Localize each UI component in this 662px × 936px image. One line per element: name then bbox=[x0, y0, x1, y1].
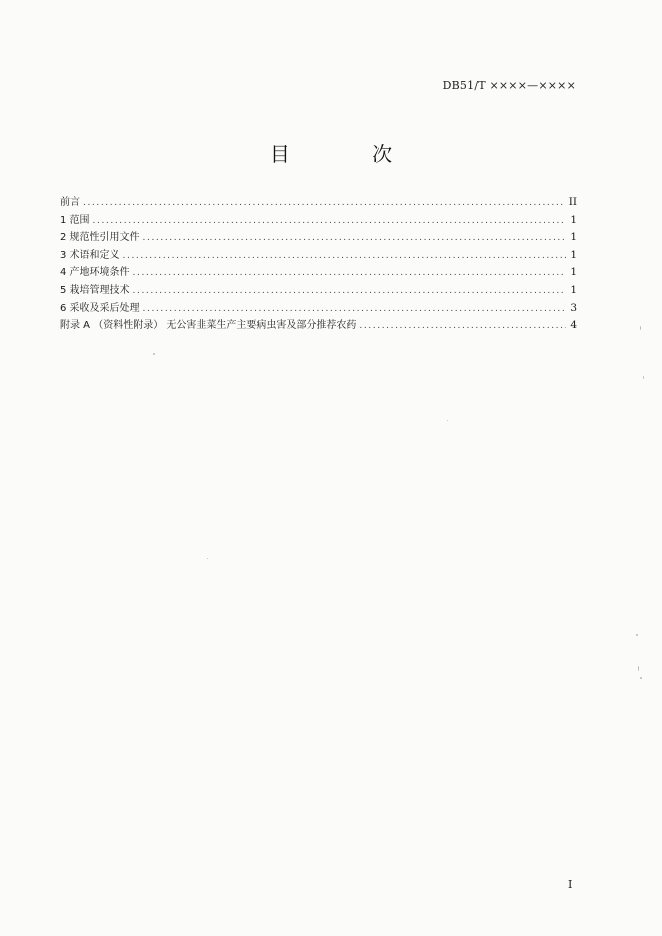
scan-speck bbox=[153, 353, 155, 355]
scan-speck bbox=[207, 558, 208, 559]
toc-entry-label: 附录 A （资料性附录） 无公害韭菜生产主要病虫害及部分推荐农药 bbox=[60, 320, 357, 332]
page-title: 目 次 bbox=[269, 142, 431, 166]
scan-speck bbox=[643, 376, 644, 379]
toc-entry-label: 2 规范性引用文件 bbox=[60, 232, 140, 244]
toc-entry-label: 6 采收及采后处理 bbox=[60, 302, 140, 314]
toc-leader-dots bbox=[123, 248, 567, 266]
toc-entry-scope[interactable] bbox=[60, 212, 577, 230]
scan-speck bbox=[640, 326, 641, 330]
toc-leader-dots bbox=[133, 265, 567, 283]
scan-speck bbox=[636, 634, 638, 636]
toc-entry-appendix-a[interactable] bbox=[60, 317, 577, 335]
toc-leader-dots bbox=[143, 301, 567, 319]
toc-leader-dots bbox=[143, 230, 567, 248]
toc-entry-page: 1 bbox=[570, 266, 577, 279]
toc-entry-harvest-postharvest[interactable] bbox=[60, 300, 577, 318]
scan-speck bbox=[640, 677, 642, 679]
toc-entry-page: 1 bbox=[570, 231, 577, 244]
page-number: I bbox=[568, 878, 573, 891]
toc-entry-normative-references[interactable] bbox=[60, 229, 577, 247]
toc-entry-terms-definitions[interactable] bbox=[60, 247, 577, 265]
toc-leader-dots bbox=[359, 318, 566, 336]
toc-entry-cultivation-management[interactable] bbox=[60, 282, 577, 300]
toc-entry-page: 4 bbox=[570, 319, 577, 332]
toc-entry-page: 3 bbox=[570, 301, 577, 314]
toc-entry-label: 3 术语和定义 bbox=[60, 249, 120, 261]
scan-speck bbox=[638, 666, 639, 671]
toc-entry-page: II bbox=[568, 196, 577, 208]
toc-entry-foreword[interactable] bbox=[60, 194, 577, 212]
toc-entry-page: 1 bbox=[570, 283, 577, 296]
toc-leader-dots bbox=[83, 195, 565, 213]
toc-entry-label: 4 产地环境条件 bbox=[60, 267, 130, 279]
standard-code: DB51/T ××××—×××× bbox=[442, 79, 576, 92]
toc-entry-label: 1 范围 bbox=[60, 214, 90, 226]
toc-entry-page: 1 bbox=[570, 213, 577, 226]
toc-entry-label: 5 栽培管理技术 bbox=[60, 284, 130, 296]
toc-entry-environment-conditions[interactable] bbox=[60, 264, 577, 282]
toc-leader-dots bbox=[93, 213, 567, 231]
toc-entry-label: 前言 bbox=[60, 197, 80, 208]
toc-entry-page: 1 bbox=[570, 248, 577, 261]
table-of-contents bbox=[60, 194, 577, 335]
scan-speck bbox=[447, 420, 448, 421]
toc-leader-dots bbox=[133, 283, 567, 301]
